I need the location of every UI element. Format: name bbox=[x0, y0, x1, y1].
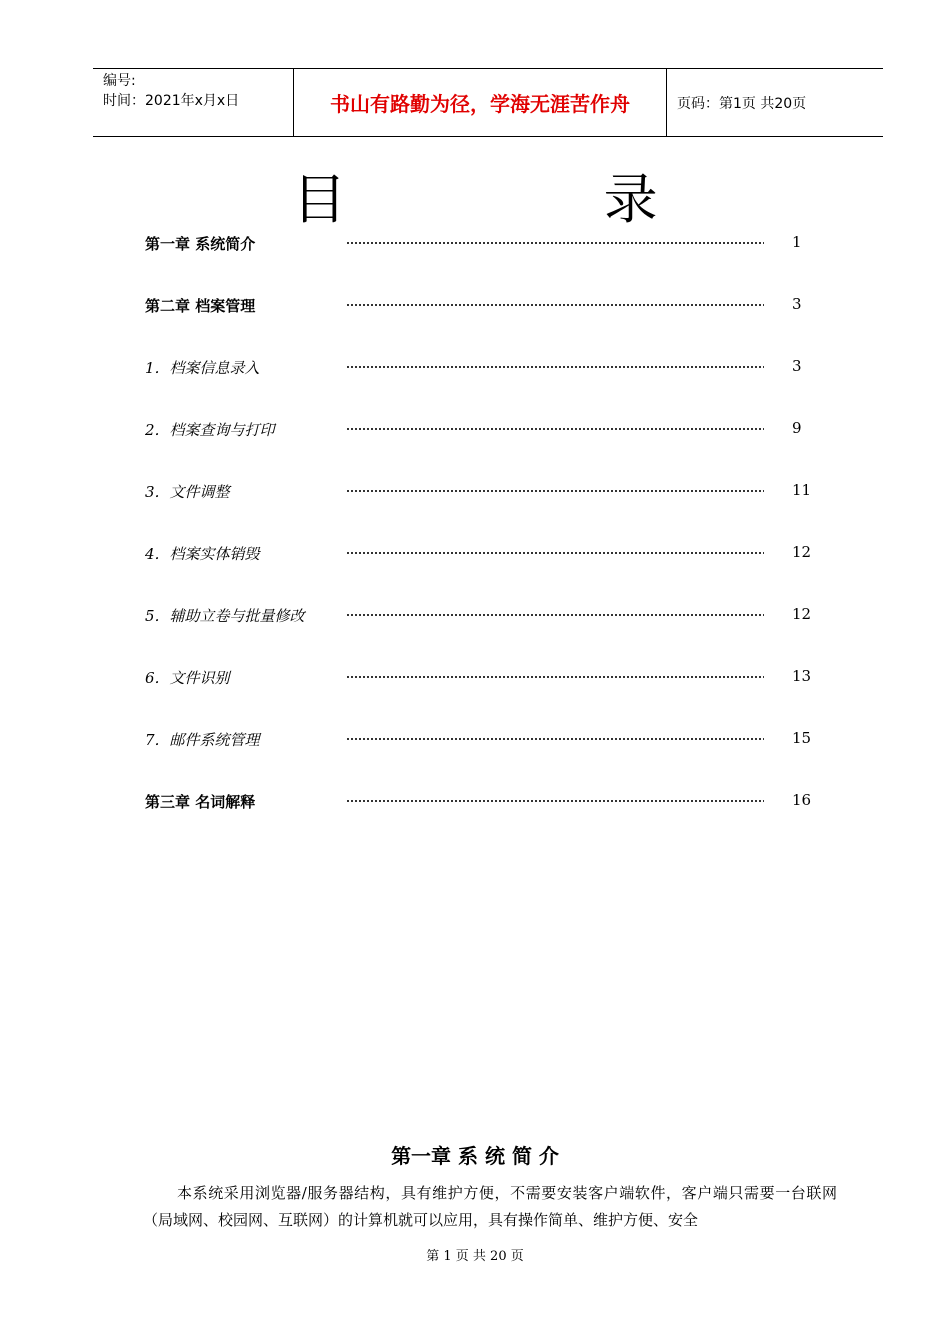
toc-entry[interactable] bbox=[0, 230, 950, 258]
toc-entry[interactable] bbox=[0, 478, 950, 506]
toc-entry-page: 9 bbox=[792, 419, 802, 437]
toc-leader-dots bbox=[346, 428, 764, 430]
body-paragraph: 本系统采用浏览器/服务器结构，具有维护方便，不需要安装客户端软件，客户端只需要一台联网（局域网、校园网、互联网）的计算机就可以应用，具有操作简单、维护方便、安全 bbox=[143, 1184, 837, 1229]
toc-entry-page: 13 bbox=[792, 667, 812, 685]
toc-entry-page: 3 bbox=[792, 295, 802, 313]
toc-entry[interactable] bbox=[0, 416, 950, 444]
toc-entry-page: 16 bbox=[792, 791, 812, 809]
toc-entry-label: 第一章 系统简介 bbox=[145, 235, 256, 253]
toc-entry-label: 4．档案实体销毁 bbox=[145, 545, 260, 563]
toc-leader-dots bbox=[346, 552, 764, 554]
header-motto: 书山有路勤为径，学海无涯苦作舟 bbox=[294, 69, 667, 136]
toc-entry-page: 3 bbox=[792, 357, 802, 375]
toc-entry-label: 第二章 档案管理 bbox=[145, 297, 256, 315]
toc-entry-label: 6．文件识别 bbox=[145, 669, 230, 687]
toc-leader-dots bbox=[346, 738, 764, 740]
toc-entry-label: 2．档案查询与打印 bbox=[145, 421, 275, 439]
page-footer: 第 1 页 共 20 页 bbox=[426, 1249, 524, 1264]
toc-leader-dots bbox=[346, 304, 764, 306]
header-page-info: 页码：第1页 共20页 bbox=[677, 95, 807, 112]
toc-leader-dots bbox=[346, 614, 764, 616]
toc-entry-label: 第三章 名词解释 bbox=[145, 793, 256, 811]
header-time: 时间：2021年x月x日 bbox=[103, 93, 240, 109]
toc-entry-page: 12 bbox=[792, 605, 812, 623]
toc-entry[interactable] bbox=[0, 354, 950, 382]
toc-leader-dots bbox=[346, 800, 764, 802]
toc-entry-page: 15 bbox=[792, 729, 812, 747]
toc-entry[interactable] bbox=[0, 602, 950, 630]
toc-entry-page: 12 bbox=[792, 543, 812, 561]
toc-leader-dots bbox=[346, 490, 764, 492]
toc-entry[interactable] bbox=[0, 540, 950, 568]
toc-leader-dots bbox=[346, 242, 764, 244]
page-header bbox=[93, 68, 883, 137]
toc-entry-label: 3．文件调整 bbox=[145, 483, 230, 501]
toc-entry-label: 1．档案信息录入 bbox=[145, 359, 260, 377]
toc-entry-label: 5．辅助立卷与批量修改 bbox=[145, 607, 305, 625]
toc-leader-dots bbox=[346, 676, 764, 678]
toc-entry[interactable] bbox=[0, 788, 950, 816]
toc-entry[interactable] bbox=[0, 664, 950, 692]
header-meta bbox=[93, 69, 294, 136]
toc-entry[interactable] bbox=[0, 726, 950, 754]
chapter-heading: 第一章 系 统 简 介 bbox=[391, 1144, 559, 1168]
toc-title: 目 录 bbox=[292, 168, 778, 231]
toc-leader-dots bbox=[346, 366, 764, 368]
toc-entry-page: 1 bbox=[792, 233, 802, 251]
toc-entry[interactable] bbox=[0, 292, 950, 320]
header-id-label: 编号: bbox=[103, 73, 136, 89]
toc-entry-page: 11 bbox=[792, 481, 812, 499]
toc-entry-label: 7．邮件系统管理 bbox=[145, 731, 260, 749]
